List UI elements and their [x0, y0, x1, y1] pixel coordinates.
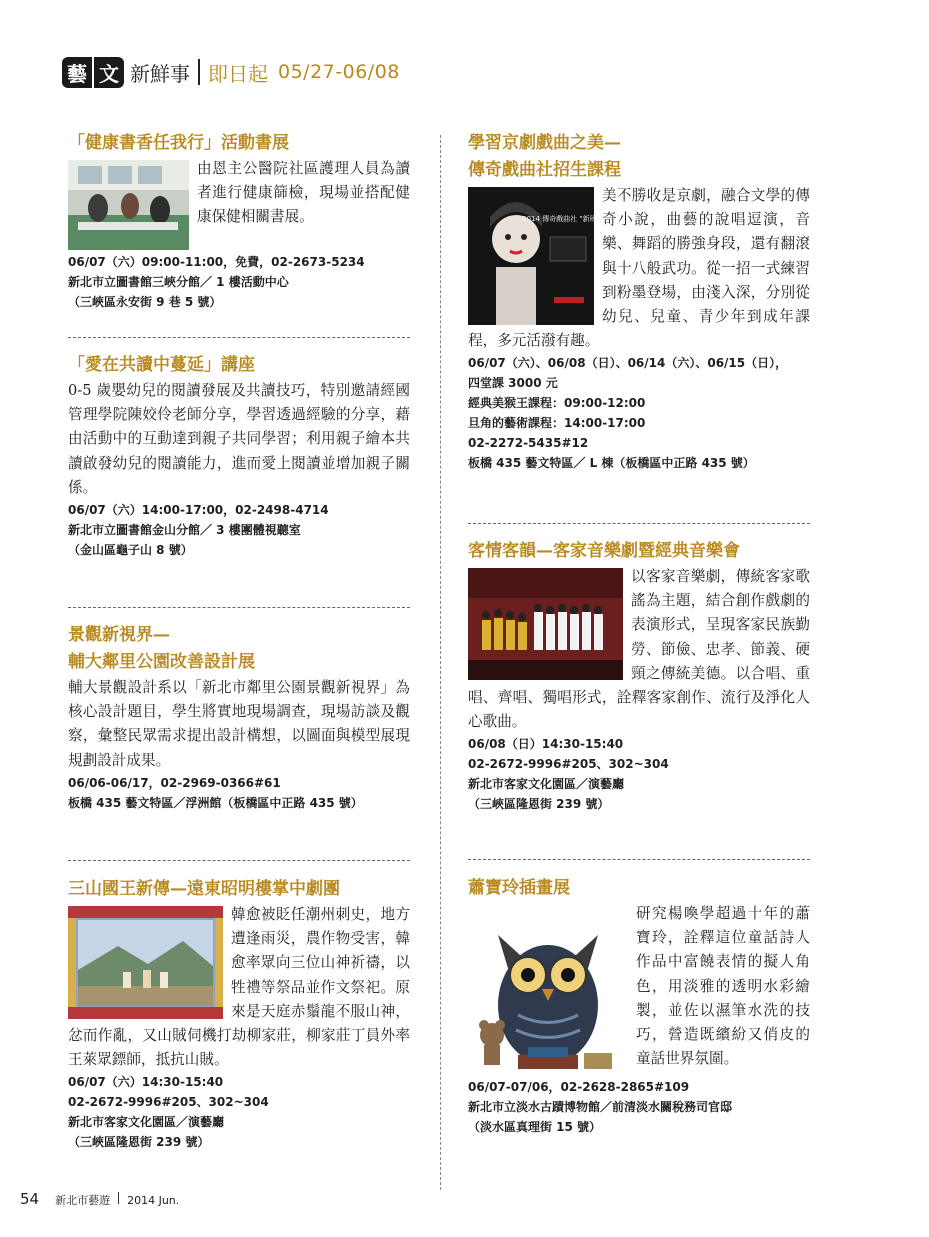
article-info-line: 新北市立淡水古蹟博物館／前清淡水關稅務司官邸	[468, 1100, 733, 1114]
article-reading-talk	[68, 352, 410, 560]
section-name: 新鮮事	[130, 61, 190, 86]
article-title-line1: 景觀新視界—	[68, 625, 170, 645]
article-peking-opera-course	[468, 130, 810, 473]
hakka-choir-photo	[468, 568, 623, 680]
article-info-line: 06/06-06/17，02-2969-0366#61	[68, 775, 281, 790]
article-info-line: 06/07（六）14:30-15:40	[68, 1075, 224, 1090]
article-separator	[68, 607, 410, 608]
page-header	[62, 56, 400, 88]
article-title: 「健康書香任我行」活動書展	[68, 133, 289, 153]
article-health-books	[68, 130, 410, 312]
article-title: 客情客韻—客家音樂劇暨經典音樂會	[468, 541, 740, 561]
owl-illustration	[468, 905, 628, 1075]
article-photo	[468, 187, 614, 325]
article-info-line: 新北市立圖書館金山分館／ 3 樓團體視聽室	[68, 523, 301, 538]
article-body: 以客家音樂劇，傳統客家歌謠為主題，結合創作戲劇的表演形式，呈現客家民族勤勞、節儉、忠孝、節義、硬頸之傳統美德。以合唱、重唱、齊唱、獨唱形式，詮釋客家創作、流行及淨化人心歌曲。	[468, 568, 810, 731]
section-badge-a: 藝	[62, 57, 92, 88]
article-info-line: 板橋 435 藝文特區／ L 棟（板橋區中正路 435 號）	[468, 456, 755, 471]
article-body: 研究楊喚學超過十年的蕭寶玲，詮釋這位童話詩人作品中富饒表情的擬人角色，用淡雅的透明水彩繪製，並佐以濕筆水洗的技巧，營造既繽紛又俏皮的童話世界氛圍。	[636, 905, 810, 1068]
article-info-line: 新北市客家文化園區／演藝廳	[68, 1115, 225, 1130]
article-body: 韓愈被貶任潮州刺史，地方遭逢雨災，農作物受害，韓愈率眾向三位山神祈禱，以牲禮等祭品並作文祭祀。原來是天庭赤鬚龍不服山神，忿而作亂，又山賊伺機打劫柳家莊，柳家莊丁員外率王萊眾鏢師，抵抗山賊。	[68, 906, 410, 1069]
opera-poster-image	[468, 187, 614, 325]
article-separator	[68, 860, 410, 861]
article-separator	[468, 859, 810, 860]
column-divider	[440, 135, 441, 1190]
article-info-line: 02-2672-9996#205、302~304	[468, 757, 669, 772]
article-separator	[68, 337, 410, 338]
article-illustration-exhibition	[468, 875, 810, 1137]
article-landscape-exhibition	[68, 622, 410, 813]
article-title-line2: 傳奇戲曲社招生課程	[468, 160, 621, 180]
issue-date: 2014 Jun.	[127, 1194, 180, 1207]
article-separator	[468, 523, 810, 524]
magazine-name: 新北市藝遊	[55, 1194, 111, 1207]
poster-text: 2014 傳奇戲曲社 "新班招生"	[522, 215, 614, 223]
article-info-line: （淡水區真理街 15 號）	[468, 1120, 602, 1134]
period-dates: 05/27-06/08	[278, 61, 400, 83]
article-title-line1: 學習京劇戲曲之美—	[468, 133, 621, 153]
article-photo	[68, 160, 189, 250]
header-divider	[198, 59, 200, 85]
article-info-line: 02-2272-5435#12	[468, 436, 589, 451]
article-body: 0-5 歲嬰幼兒的閱讀發展及共讀技巧，特別邀請經國管理學院陳姣伶老師分享，學習透過經驗的分享，藉由活動中的互動達到親子共同學習；利用親子繪本共讀啟發幼兒的閱讀能力，進而愛上閱讀並增加親子關係。	[68, 382, 410, 496]
article-photo	[468, 905, 628, 1075]
article-title: 「愛在共讀中蔓延」講座	[68, 355, 255, 375]
puppet-stage-photo	[68, 906, 223, 1019]
article-info-line: （三峽區隆恩街 239 號）	[468, 797, 610, 812]
page-footer	[20, 1190, 179, 1208]
article-info-line: 經典美猴王課程：09:00-12:00	[468, 396, 646, 411]
health-check-photo	[68, 160, 189, 250]
article-body: 輔大景觀設計系以「新北市鄰里公園景觀新視界」為核心設計題目，學生將實地現場調查，現場訪談及觀察，彙整民眾需求提出設計構想，以圖面與模型展現規劃設計成果。	[68, 679, 410, 769]
article-hakka-concert	[468, 538, 810, 814]
page-number: 54	[20, 1190, 40, 1208]
article-info-line: （金山區龜子山 8 號）	[68, 543, 193, 558]
article-title: 蕭寶玲插畫展	[468, 878, 570, 898]
footer-divider	[118, 1192, 119, 1204]
article-info-line: 旦角的藝術課程：14:00-17:00	[468, 416, 646, 431]
article-photo	[68, 906, 223, 1019]
article-puppet-theatre	[68, 876, 410, 1152]
article-info-line: （三峽區隆恩街 239 號）	[68, 1135, 210, 1150]
article-info-line: 06/07-07/06，02-2628-2865#109	[468, 1080, 690, 1094]
article-info-line: 06/07（六）、06/08（日）、06/14（六）、06/15（日），	[468, 356, 788, 371]
article-info-line: 新北市立圖書館三峽分館／ 1 樓活動中心	[68, 275, 289, 289]
article-title: 三山國王新傳—遠東昭明樓掌中劇團	[68, 879, 340, 899]
article-body: 美不勝收是京劇，融合文學的傳奇小說，曲藝的說唱逗演，音樂、舞蹈的勝強身段，還有翻滾與十八般武功。從一招一式練習到粉墨登場，由淺入深，分別從幼兒、兒童、青少年到成年課程，多元活潑有趣。	[468, 187, 810, 350]
article-info-line: 06/07（六）09:00-11:00，免費，02-2673-5234	[68, 255, 365, 269]
article-title-line2: 輔大鄰里公園改善設計展	[68, 652, 255, 672]
period-label: 即日起	[208, 61, 268, 86]
article-info-line: 06/07（六）14:00-17:00，02-2498-4714	[68, 503, 329, 518]
article-info-line: 板橋 435 藝文特區／浮洲館（板橋區中正路 435 號）	[68, 795, 363, 810]
article-photo	[468, 568, 623, 680]
article-body: 由恩主公醫院社區護理人員為讀者進行健康篩檢，現場並搭配健康保健相關書展。	[197, 160, 410, 226]
article-info-line: 06/08（日）14:30-15:40	[468, 737, 624, 752]
article-info-line: 新北市客家文化園區／演藝廳	[468, 777, 625, 792]
article-info-line: 02-2672-9996#205、302~304	[68, 1095, 269, 1110]
section-badge-b: 文	[94, 57, 124, 88]
article-info-line: 四堂課 3000 元	[468, 376, 558, 391]
article-info-line: （三峽區永安街 9 巷 5 號）	[68, 295, 222, 309]
